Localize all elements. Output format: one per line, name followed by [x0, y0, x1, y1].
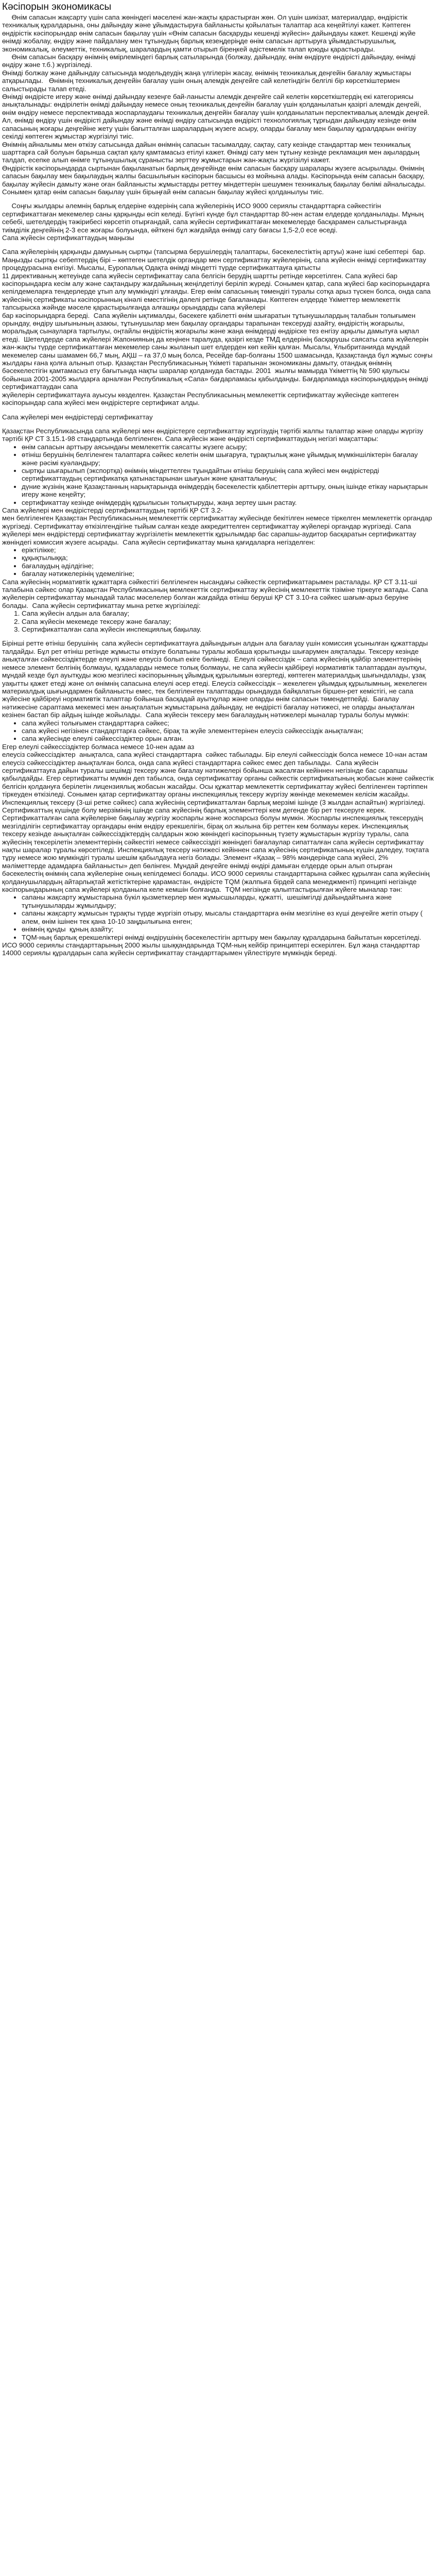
- document-body: [2, 13, 434, 957]
- list-item: • сапаны жақсарту жұмыстарына бүкіл қызметкерлер мен жұмысшыларды, құжатті, шешімгілді дайындайтынға және тұтынушыларды жұмылдыру;: [22, 893, 434, 909]
- list-item: • еріктілікке;: [22, 546, 434, 554]
- list-item: • өнім сапасын арттыру аясындағы мемлекеттік саясатты жүзеге асыру;: [22, 443, 434, 451]
- paragraph: Сапа жүйесін сертификаттаудың маңызы: [2, 233, 134, 242]
- list-item: • TQM-ның барлық ерекшеліктері өнімді өндірушінің бәсекелестігін арттыру мен бақылау құралдарына байытатын көрсетіледі.: [22, 934, 434, 941]
- list-item: • бағалаудың әділдігіне;: [22, 562, 434, 570]
- bullet-list: [2, 893, 434, 941]
- paragraph: Соңғы жылдары әлемнің барлық елдеріне өздерінің сапа жүйелерінің ИСО 9000 сериялы стандарттарға сәйкестігін сертификаттаған мекемелер саны қарқынды өсіп келеді. Бүгінгі күнде бұл стандарттар 80-нен астам елдерде қолданылады. Мұның себебі, шетелдердің тәжірибесі көрсетіп отырғандай, сапа жүйесін сертификаттаған мекемелерде басқарамен салыстырғанда тиімділік деңгейінің 2-3 есе жоғары болуында, өйткені бұл жағдайда өнімді сату бағасы 1,5-2,0 есе өседі.: [2, 202, 426, 234]
- paragraph: Өнімді өндірісте игеру және өнімді дайындау кезеңге бай-ланысты алемдік деңгейге сай келетін көрсеткіштердің екі категориясы анықталынады: өндірілетін өнімді дайындау немесе оның техникалық деңгейін бағалау үшін қолданылатын қазіргі алемдік деңгейі, өнім өндіру немесе перспективада жоспарлаудағы техникалық деңгейін бағалау үшін қолданылатын перспективалық алемдік деңгей.: [2, 93, 430, 116]
- list-item: • құқықтылыққа;: [22, 554, 434, 562]
- paragraph: бар кәсіпорындарға береді. Сапа жүйелін ықтималды, бәсекеге қабілетті өнім шығаратын тұтынушылардың талабын толығымен орындау, өндіру шығынының азаюы, тұтынушылар мен бақылау органдары тарапынан тексеруді азайту, өндірістің жоғарылы, моральдық сынауларға тартылуы, оңтайлы өндірістің жоғарылы және жаңа өнімдерді өндіріске тез енгізу арқылы дамытуға ықпал етеді. Шетелдерде сапа жүйелері Жапонияның да кеңінен таралуда, қазіргі кезде ТМД елдерінің басқарушы саясаты сапа жүйелерін жан-жақты түрде сертификаттаған мекемелер саны жыланып шет елдерден көп кейін қалған. Мысалы, Ұлыбританияда мұндай мекемелер саны шамамен 66,7 мың, АҚШ – ға 37,0 мың болса, Ресейде бар-болғаны 1500 шамасында, Қазақстанда бұл жұмыс соңғы жылдары ғана қолға алынып отыр. Қазақстан Республикасының Үкіметі тарапынан экономиканы дамыту, отандық өнімнің бәсекелестігін қамтамасыз ету бағытында нақты шаралар қолдануда бастады. 2001 жылғы мамырда Үкіметтің № 590 қаулысы бойынша 2001-2005 жылдарға арналған Республикалық «Сапа» бағдарламасы қабылданды. Бағдарламада кәсіпорындардың өнімді сертификаттаудан сапа: [2, 311, 434, 391]
- list-item: • дүние жүзінің және Қазақстанның нарықтарында өнімдердің бәсекелестік қабілеттерін арттыру, оның ішінде етікау нарықтарын игеру және кеңейту;: [22, 483, 434, 499]
- list-item: • сапа жүйесінде елеулі сәйкессіздіктер орын алған.: [22, 735, 434, 742]
- list-item: 3. Сертификатталған сапа жүйесін инспекциялық бақылау.: [22, 625, 434, 633]
- list-item: • өнімнің құнды құның азайту;: [22, 925, 434, 933]
- paragraph: Өнім сапасын жақсарту үшін сапа жөніндегі мәселені жан-жақты қарастырған жөн. Ол үшін шикізат, материалдар, өндірістік техникалық құралдарына, оны дайындау және ұйымдастыруға байланысты қойылатын талаптар аса кеңейтілуі кажет. Кәптеген өндірістік кәсіпорындар өнім сапасын бақылау үшін «Өнім сапасын басқаруды кешенді жүйесін» дайындауы кажет. Кешенді жүйе өнімді жобалау, өндіру және пайдалану мен тұтынудың барлық кезеңдеріңде өнім сапасын арттыруға ұйымдастырушылық, экономикалық, әлеуметтік, техникалық, шаралардың қамти отырып біреңкей әдістемелік талап қоюды қарастырады.: [2, 13, 418, 53]
- paragraph: Сапа жүйелерінің қарқынды дамуының сыртқы (тапсырма берушілердің талаптары, бәсекелестіктің артуы) және ішкі себептері бар. Маңызды сыртқы себептердің бірі – көптеген шетелдік органдар мен сертификаттау жүйелерінің, сапа жүйесін өнімді сертификаттау процедурасына енгізуі. Мысалы, Еуропалық Одақта өнімді міндетті түрде сертификаттауға қатысты: [2, 248, 428, 272]
- paragraph: жүйелерін сертификаттауға ауысуы көзделген. Қазақстан Республикасының мемлекеттік сертификаттау жүйесінде кәптеген кәсіпорындар сапа жүйесі мен өндірістерге сертификат алды.: [2, 391, 401, 407]
- paragraph: Өнімнің айналымы мен өткізу сатысында дайын өнімнің сапасын тасымалдау, сақтау, сату кезінде стандарттар мен техникалық шарттарға сай болуын барынша сақтап қалу қамтамасыз етілуі кажет. Өнімді сату мен тұтыну кезінде рекламация мен ақылардың талдап, есепке алып өнімге тұтынушылық сұранысты зерттеу жұмыстарын жан-жақты жүргізілуі кажет.: [2, 140, 422, 164]
- list-item: • сапаны жақсарту жұмысын тұрақты түрде жүргізіп отыру, мысалы стандарттарға өнім мезгіліне өз күші деңгейге жетіп отыру ( әлем, өнім ішінен тек қана 10-10 заңдылығына енген;: [22, 909, 434, 925]
- paragraph: елеусіз сәйкессіздіктер анықталса, сапа жүйесі стандарттарға сәйкес табылады. Бір елеулі сәйкессіздік болса немесе 10-нан астам елеусіз сәйкессіздіктер анықталған болса, онда сапа жүйесі стандарттарға сәйкес емес деп табылады. Сапа жүйесін сертификаттауға дайын туралы шешімді тексеру және бағалау нәтижелері бойынша жасалған кейіннен негізінде бас сарапшы қабылдайды. Егер сертификатты мүмкін деп табылса, онда сертификаттау органы сәйкестік сертификатының жобасын және сәйкестік белгісін қолдануға берілетін лицензиялық жобасын жасайды. Осы құжаттар мемлекеттік сертификаттау жүйесі белгіленген тәртіппен тіркеуден өткізіледі. Сонымен қатар сертификаттау органы инспекциялық тексеру жүргізу жөнінде мекемемен келісім жасайды. Инспекциялық тексеру (3-ші ретке сәйкес) сапа жүйесінің сертификатталған барлық мерзімі ішінде (3 жылдан аспайтын) жүргізіледі. Сертификаттың күшінде болу мерзімінің ішінде сапа жүйесінің барлық элементтері кем дегенде бір рет тексеруге керек. Сертификатталған сапа жүйелеріне бақылау жүргізу жоспарлы және жоспарсыз болуы мүмкін. Жоспарлы инспекциялық тексерудің мезгілділігін сертификаттау органдары өнім өндіру ерекшелігін, бірақ ол жылына бір реттен кем болмауы керек. Инспекциялық тексеру кезінде анықталған сәйкессіздіктердің салдарын жою жөніндегі кәсіпорынның түзету жұмыстарын жүргізу туралы, сапа жүйесінің тексерілетін элементтерінің сәйкестігі немесе сәйкессіздігі жөніндегі бағалаулар сипатталған сапа жүйесін сертификаттау нақты шаралар тұралы көрсетіледі. Инспекциялық тексеру нәтижесі кейіннен сапа жүйесінің сертификатының күшін даледеу, тоқтата тұру немесе жою мүмкіндігі туралы шешім қабылдауға негіз болады. Элемент «Қазақ – 98% мәндерінде сапа жүйесі, 2% мәліметтерде адамдарға байланысты» деп бөлінген. Мұндай деңгейге өнімді өндірі дамыған елдерде орын алып отырған бәсекелестің өнімнің сапа жүйелеріне оның кепілдемесі болады. ИСО 9000 сериялы стандарттарына сәйкес құрылған сапа жүйесінің қолданушылардың айтарлықтай жетістіктеріне қарамастан, өндірісте TQM (жалпыға бірдей сапа менеджменті) принципі негізінде кәсіпорындарының сапа жүйелері қолданыла келе кемшін болғанда. TQM негізінде қалыптастырылған жүйеге мыналар тән:: [2, 751, 436, 894]
- paragraph: Сапа жүйелері мен өндірістерді сертификаттаудың тәртібі ҚР СТ 3.2-: [2, 506, 223, 514]
- list-item: • өтініш берушінің белгіленген талаптарға сәйкес келетін өнім шығаруға, тұрақтылық және ұйымдық мүмкіншіліктерін бағалау және рәсімі куәландыру;: [22, 451, 434, 467]
- paragraph: Сапа жүйесінің нормативтік құжаттарға сәйкестігі белгіленген нысандағы сәйкестік сертификаттарымен расталады. ҚР СТ 3.11-ші талабына сәйкес олар Қазақстан Республикасының мемлекеттік сертификаттау жүйесінің мемлекеттік тізіміне тіркеуге жатады. Сапа жүйелерін сертификаттау мынадай талас мәселелер болған жағдайда өтініш беруші ҚР СТ 3.10-ға сәйкес шағым-арыз беруіне болады. Сапа жүйесін сертификаттау мына ретке жүргізіледі:: [2, 578, 430, 609]
- list-item: 1. Сапа жүйесін алдын ала бағалау;: [22, 609, 434, 617]
- list-item: 2. Сапа жүйесін мекемеде тексеру және бағалау;: [22, 618, 434, 625]
- paragraph: мен белгіленген Қазақстан Республикасының мемлекеттік сертификаттау жүйесінде бекітілген немесе тіркелген мемлекеттік органдар жүргізеді. Сертификаттау өткізілгендігіне тыйым салған кезде аккредиттелген сертификаттау жүйелері органдар жүргізеді. Сапа жүйелері мен өндірістерді сертификаттау жүргізілетін мемлекеттік құрылымдар бас сарапшы-аудитор басқаратын сертификаттау жөніндегі комиссия жүзеге асырады. Сапа жүйесін сертификаттау мына қағидаларға негізделген:: [2, 514, 434, 546]
- paragraph: Ал, өнімді өндіру үшін өндірісті дайындау және өнімді өндіру сатысында өндірісті технологиялық тұрғыдан дайындау кезінде өнім сапасының жоғары деңгейіне жету үшін бағытталған шаралардың жүзеге асыру, оларды бағалау мен бақылау құралдарын өнігізу секілді көптеген жұмыстар жүргізілуі тиіс.: [2, 116, 418, 141]
- bullet-list: [2, 719, 434, 743]
- bullet-list: [2, 443, 434, 506]
- paragraph-spacer: [2, 633, 434, 639]
- paragraph: Егер елеулі сәйкессіздіктер болмаса немесе 10-нен адам аз: [2, 742, 195, 751]
- paragraph: Сонымен қатар өнім сапасын бақылау үшін бірыңғай өнім сапасын бақылау жүйесі қолданылуы тиіс.: [2, 188, 324, 196]
- paragraph-spacer: [2, 407, 434, 413]
- paragraph: Өнім сапасын басқару өнімнің өмірлеміндегі барлық сатыларында (болжау, дайындау, өнім өндіруге өндірісті дайындау, өнімді өндіру және т.б.) жүргізіледі.: [2, 53, 417, 69]
- list-item: • сапа жүйесі негізінен стандарттарға сәйкес, бірақ та жүйе элементтерінен елеусіз сәйкессіздік анықталған;: [22, 727, 434, 735]
- list-item: • бағалау нәтижелерінің үдемелігіне;: [22, 570, 434, 578]
- page-title: Кәсіпорын экономикасы: [2, 2, 112, 12]
- bullet-list: [2, 546, 434, 578]
- list-item: • сыртқы шығарылып (экспортқа) өнімнің міндеттелген тұындайтын өтініш берушінің сапа жүйесі мен өндірістерді сертификаттаудың сертификатқа қатынастарынан шығуын және қанатталынуы;: [22, 467, 434, 483]
- paragraph: ИСО 9000 сериялы стандарттарының 2000 жылы шыққандарында TQM-ның кейбір принциптері ескерілген. Бұл жаңа стандарттар 14000 сериялы құралдарын сапа жүйесін сертификаттау стандарттарымен үйлестіруге мүмкіндік береді.: [2, 941, 422, 957]
- paragraph: Сапа жүйелері мен өндірістерді сертификаттау: [2, 413, 153, 421]
- paragraph-spacer: [2, 421, 434, 427]
- document-page: [0, 0, 436, 961]
- paragraph-spacer: [2, 242, 434, 248]
- numbered-list: [2, 609, 434, 633]
- paragraph: 11 директиваның жетеуінде сапа жүйесін сертификаттау сапа белгісін берудің шартты ретінде көрсетілген. Сапа жүйесі бар кәсіпорындарға кесім алу және сақтандыру жағдайының жеңілдетілуі беріліп жүреді. Сонымен қатар, сапа жүйесі бар кәсіпорындарға кепілдемеларға тендерлерде ұтып алу мүмкіндігі ұлғаяды. Егер өнім сапасының төмендігі туралы сотқа арыз түскен болса, онда сапа жүйесінің сертификаты кәсіпорынның кінәлі еместігінің дәлелі ретінде бағаланады. Көптеген елдерде Үкіметтер мемлекеттік тапсырыска жәйнде мәселе қарастырылғанда алғашқы орындарды сапа жүйелері: [2, 272, 433, 312]
- list-item: • сертификаттау кезінде өнімдердің құрылысын толықтыруды, жаңа зертеу шын растау.: [22, 499, 434, 506]
- paragraph: Өнімді болжау және дайындау сатысында модельдеудің жаңа үлгілерін жасау, өнімнің техникалық деңгейін бағалау жұмыстары атқарылады. Өнімнің техникалық деңгейін бағалау үшін оның алемдік деңгейге сай келетіндігін белгілі бір көрсеткіштермен салыстырады талап етеді.: [2, 69, 413, 93]
- paragraph: Қазақстан Республикасында сапа жүйелері мен өндірістерге сертификаттау жұргізудің тәртібі жалпы талаптар және оларды жүргізу тәртібі ҚР СТ 3.15.1-98 стандартында белгіленген. Сапа жүйесін және өндірісті сертификаттаудың негізгі мақсаттары:: [2, 427, 425, 443]
- paragraph-spacer: [2, 196, 434, 202]
- paragraph: Бірінші ретте өтініш берушінің сапа жүйесін сертификаттауға дайындығын алдын ала бағалау үшін комиссия ұсынылған құжаттарды талдайды. Бұл рет өтініш ретінде жұмысты өткізуге болатыны туралы жобаша қорытынды шығарумен аяқталады. Тексеру кезінде анықталған сәйкессіздіктерде елеулі және елеусіз болып екіге бөлінеді. Елеулі сәйкессіздік – сапа жүйесінің қайбір элементтерінің немесе элемент белгінің болмауы, құздаларды немесе толық болмауы, не сапа жүйесін қайбіреуі нормативтік талаптардан ауытқуы, мұндай кезде бұл ауытқуды жою мезгілесі кәсіпорынның ұйымдық құрылымын өзгертеді, көптеген материалдық шығындалады, ұзақ уақытты қажет етеді және ол өнімнің сапасына елеулі әсер етеді. Елеусіз сәйкессіздік – жекелеген ұйымдық құрылымның, жекелеген материалдық шығындармен байланысты емес, тек белгіленген талаптарды орындауда байқалатын біршен-рет кемістігі, не сапа жүйесіне қайбіреуі нормативтік талаптар бойынша басқадай ауытқулар және оларды өнім сапасын төмендетпейді. Бағалау нәтижесіне сараптама мекемесі мен анықталатын жұмыстарына дайындау, не өндірісті бағалау нәтижесі, не оларды анықталған кезінен бастап бір айдың ішінде жойылады. Сапа жүйесін тексеру мен бағалаудың нәтижелері мыналар туралы болуы мүмкін:: [2, 639, 430, 719]
- list-item: • сапа жүйесі толығымен стандарттарға сәйкес;: [22, 719, 434, 727]
- paragraph: Өндірістік кәсіпорындарда сыртынан бақыланатын барлық деңгейінде өнім сапасын басқару шаралары жүзеге асырылады. Өнімнің сапасын бақылау мен бақылаудың жалпы басшылығын кәсіпорын басшысы өз мойнына алады. Кәсіпорында өнім сапасын басқару, бақылау жүйесін дамыту және оған байланысты жұмыстарды реттеу міндеттерін шешумен техникалық бақылау бөлімі айналысады.: [2, 164, 427, 188]
